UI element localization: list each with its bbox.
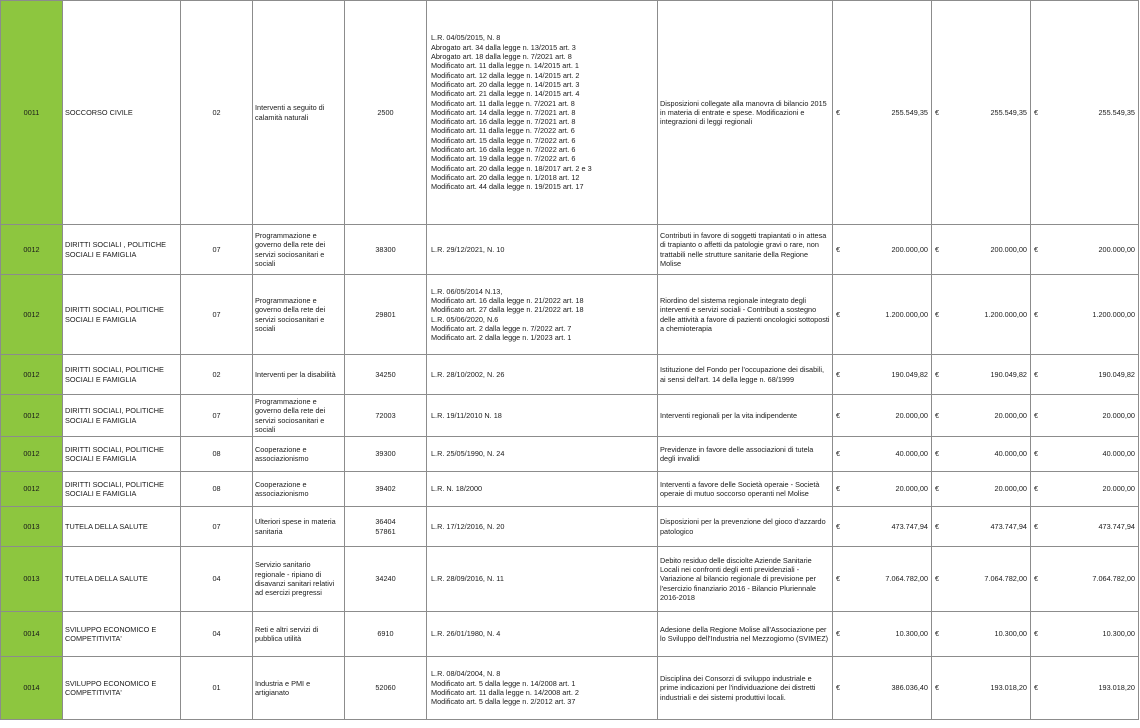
missione-code: 0013 (1, 547, 63, 612)
capitolo-line: 34240 (375, 574, 396, 584)
programma-code: 08 (181, 437, 253, 472)
oggetto-description: Interventi a favore delle Società operaie - Società operaie di mutuo soccorso operanti nel Molise (658, 472, 833, 507)
norma-line: Modificato art. 2 dalla legge n. 1/2023 art. 1 (431, 333, 572, 343)
amount-year-2: 7.064.782,00 (946, 547, 1031, 612)
amount-year-2: 200.000,00 (946, 225, 1031, 275)
currency-symbol: € (932, 437, 946, 472)
amount-year-1: 10.300,00 (847, 612, 932, 657)
oggetto-description: Contributi in favore di soggetti trapiantati o in attesa di trapianto o affetti da patologie gravi o rare, non trattabili nelle strutture sanitarie della Regione Molise (658, 225, 833, 275)
norma-line: Modificato art. 16 dalla legge n. 21/2022 art. 18 (431, 295, 584, 305)
norme-cell (427, 547, 658, 612)
programma-description: Ulteriori spese in materia sanitaria (253, 507, 345, 547)
table-row (1, 1, 1139, 225)
programma-code: 02 (181, 355, 253, 395)
norma-line: Modificato art. 11 dalla legge n. 7/2022 art. 6 (431, 126, 575, 136)
amount-year-1: 190.049,82 (847, 355, 932, 395)
amount-year-3: 40.000,00 (1045, 437, 1139, 472)
capitolo-line: 52060 (375, 683, 396, 693)
missione-code: 0014 (1, 657, 63, 720)
programma-description: Programmazione e governo della rete dei servizi sociosanitari e sociali (253, 395, 345, 437)
norma-line: L.R. 29/12/2021, N. 10 (431, 244, 505, 254)
norma-line: Modificato art. 11 dalla legge n. 14/2015 art. 1 (431, 61, 579, 71)
currency-symbol: € (833, 1, 847, 225)
missione-description: TUTELA DELLA SALUTE (63, 547, 181, 612)
currency-symbol: € (833, 355, 847, 395)
norme-cell (427, 225, 658, 275)
norma-line: Modificato art. 20 dalla legge n. 18/2017 art. 2 e 3 (431, 163, 592, 173)
oggetto-description: Previdenze in favore delle associazioni di tutela degli invalidi (658, 437, 833, 472)
currency-symbol: € (833, 275, 847, 355)
norma-line: Modificato art. 20 dalla legge n. 14/2015 art. 3 (431, 79, 580, 89)
capitolo-line: 39300 (375, 449, 396, 459)
oggetto-description: Adesione della Regione Molise all'Associazione per lo Sviluppo dell'Industria nel Mezzogiorno (SVIMEZ) (658, 612, 833, 657)
missione-description: DIRITTI SOCIALI, POLITICHE SOCIALI E FAMIGLIA (63, 355, 181, 395)
programma-code: 07 (181, 395, 253, 437)
currency-symbol: € (1031, 355, 1045, 395)
capitolo-line: 39402 (375, 484, 396, 494)
missione-code: 0012 (1, 355, 63, 395)
amount-year-3: 20.000,00 (1045, 472, 1139, 507)
amount-year-3: 20.000,00 (1045, 395, 1139, 437)
missione-description: TUTELA DELLA SALUTE (63, 507, 181, 547)
missione-code: 0012 (1, 437, 63, 472)
capitolo-code (345, 225, 427, 275)
programma-description: Cooperazione e associazionismo (253, 437, 345, 472)
currency-symbol: € (833, 657, 847, 720)
norma-line: L.R. N. 18/2000 (431, 484, 483, 494)
currency-symbol: € (1031, 395, 1045, 437)
table-body (1, 1, 1139, 720)
currency-symbol: € (833, 472, 847, 507)
norme-cell (427, 275, 658, 355)
missione-description: DIRITTI SOCIALI, POLITICHE SOCIALI E FAMIGLIA (63, 437, 181, 472)
norma-line: L.R. 19/11/2010 N. 18 (431, 410, 502, 420)
missione-description: SVILUPPO ECONOMICO E COMPETITIVITA' (63, 612, 181, 657)
capitolo-code (345, 547, 427, 612)
programma-code: 04 (181, 547, 253, 612)
missione-code: 0014 (1, 612, 63, 657)
amount-year-1: 7.064.782,00 (847, 547, 932, 612)
table-row (1, 507, 1139, 547)
currency-symbol: € (833, 437, 847, 472)
norme-cell (427, 437, 658, 472)
missione-code: 0012 (1, 275, 63, 355)
capitolo-line: 34250 (375, 369, 396, 379)
norma-line: Modificato art. 11 dalla legge n. 14/2008 art. 2 (431, 688, 579, 697)
amount-year-1: 200.000,00 (847, 225, 932, 275)
programma-code: 08 (181, 472, 253, 507)
currency-symbol: € (1031, 657, 1045, 720)
currency-symbol: € (932, 657, 946, 720)
norma-line: L.R. 25/05/1990, N. 24 (431, 449, 505, 459)
norme-cell (427, 472, 658, 507)
currency-symbol: € (932, 547, 946, 612)
currency-symbol: € (1031, 275, 1045, 355)
missione-description: SVILUPPO ECONOMICO E COMPETITIVITA' (63, 657, 181, 720)
capitolo-line: 36404 (375, 517, 396, 527)
currency-symbol: € (833, 507, 847, 547)
amount-year-2: 193.018,20 (946, 657, 1031, 720)
missione-code: 0011 (1, 1, 63, 225)
norma-line: L.R. 17/12/2016, N. 20 (431, 521, 505, 531)
programma-code: 07 (181, 225, 253, 275)
currency-symbol: € (833, 612, 847, 657)
norma-line: Modificato art. 14 dalla legge n. 7/2021 art. 8 (431, 107, 576, 117)
missione-description: DIRITTI SOCIALI , POLITICHE SOCIALI E FAMIGLIA (63, 225, 181, 275)
norma-line: L.R. 05/06/2020, N.6 (431, 314, 499, 324)
capitolo-code (345, 355, 427, 395)
programma-description: Interventi a seguito di calamità naturali (253, 1, 345, 225)
table-row (1, 355, 1139, 395)
norma-line: Modificato art. 5 dalla legge n. 2/2012 art. 37 (431, 697, 576, 707)
norme-cell (427, 612, 658, 657)
currency-symbol: € (1031, 437, 1045, 472)
programma-description: Programmazione e governo della rete dei servizi sociosanitari e sociali (253, 275, 345, 355)
norma-line: Modificato art. 5 dalla legge n. 14/2008 art. 1 (431, 678, 576, 688)
capitolo-line: 38300 (375, 244, 396, 254)
programma-description: Cooperazione e associazionismo (253, 472, 345, 507)
norma-line: L.R. 26/01/1980, N. 4 (431, 629, 501, 639)
table-row (1, 547, 1139, 612)
norme-cell (427, 507, 658, 547)
currency-symbol: € (932, 472, 946, 507)
norma-line: L.R. 04/05/2015, N. 8 (431, 33, 501, 43)
currency-symbol: € (932, 355, 946, 395)
oggetto-description: Interventi regionali per la vita indipendente (658, 395, 833, 437)
capitolo-code (345, 472, 427, 507)
amount-year-3: 473.747,94 (1045, 507, 1139, 547)
programma-description: Reti e altri servizi di pubblica utilità (253, 612, 345, 657)
table-row (1, 395, 1139, 437)
capitolo-code (345, 612, 427, 657)
capitolo-code (345, 275, 427, 355)
programma-code: 01 (181, 657, 253, 720)
amount-year-2: 20.000,00 (946, 472, 1031, 507)
norma-line: L.R. 08/04/2004, N. 8 (431, 669, 501, 679)
currency-symbol: € (833, 547, 847, 612)
amount-year-2: 1.200.000,00 (946, 275, 1031, 355)
amount-year-1: 20.000,00 (847, 395, 932, 437)
norma-line: Modificato art. 2 dalla legge n. 7/2022 art. 7 (431, 323, 572, 333)
programma-code: 07 (181, 275, 253, 355)
amount-year-2: 20.000,00 (946, 395, 1031, 437)
norme-cell (427, 657, 658, 720)
amount-year-2: 473.747,94 (946, 507, 1031, 547)
currency-symbol: € (1031, 507, 1045, 547)
capitolo-line: 57861 (375, 526, 396, 536)
capitolo-code (345, 1, 427, 225)
amount-year-3: 7.064.782,00 (1045, 547, 1139, 612)
capitolo-line: 29801 (375, 309, 396, 319)
norma-line: L.R. 06/05/2014 N.13, (431, 286, 503, 296)
missione-description: DIRITTI SOCIALI, POLITICHE SOCIALI E FAMIGLIA (63, 395, 181, 437)
currency-symbol: € (1031, 547, 1045, 612)
oggetto-description: Disposizioni per la prevenzione del gioco d'azzardo patologico (658, 507, 833, 547)
table-row (1, 612, 1139, 657)
amount-year-1: 386.036,40 (847, 657, 932, 720)
norma-line: Modificato art. 16 dalla legge n. 7/2021 art. 8 (431, 117, 576, 127)
missione-code: 0013 (1, 507, 63, 547)
currency-symbol: € (932, 612, 946, 657)
norma-line: Abrogato art. 18 dalla legge n. 7/2021 art. 8 (431, 51, 572, 61)
amount-year-2: 190.049,82 (946, 355, 1031, 395)
norma-line: L.R. 28/09/2016, N. 11 (431, 574, 504, 584)
capitolo-code (345, 507, 427, 547)
oggetto-description: Riordino del sistema regionale integrato degli interventi e servizi sociali - Contributi a sostegno delle attività a favore di pazienti oncologici sottoposti a chemioterapia (658, 275, 833, 355)
missione-description: SOCCORSO CIVILE (63, 1, 181, 225)
norme-cell (427, 355, 658, 395)
norma-line: Modificato art. 21 dalla legge n. 14/2015 art. 4 (431, 89, 580, 99)
table-row (1, 437, 1139, 472)
oggetto-description: Disposizioni collegate alla manovra di bilancio 2015 in materia di entrate e spese. Modificazioni e integrazioni di leggi regionali (658, 1, 833, 225)
norma-line: Modificato art. 16 dalla legge n. 7/2022 art. 6 (431, 145, 576, 155)
programma-code: 02 (181, 1, 253, 225)
amount-year-1: 40.000,00 (847, 437, 932, 472)
currency-symbol: € (932, 1, 946, 225)
missione-description: DIRITTI SOCIALI, POLITICHE SOCIALI E FAMIGLIA (63, 472, 181, 507)
amount-year-1: 473.747,94 (847, 507, 932, 547)
amount-year-1: 20.000,00 (847, 472, 932, 507)
programma-description: Programmazione e governo della rete dei servizi sociosanitari e sociali (253, 225, 345, 275)
norma-line: Modificato art. 20 dalla legge n. 1/2018 art. 12 (431, 173, 580, 183)
norma-line: L.R. 28/10/2002, N. 26 (431, 369, 505, 379)
amount-year-2: 40.000,00 (946, 437, 1031, 472)
programma-description: Industria e PMI e artigianato (253, 657, 345, 720)
table-row (1, 657, 1139, 720)
capitolo-code (345, 657, 427, 720)
missione-code: 0012 (1, 395, 63, 437)
amount-year-1: 255.549,35 (847, 1, 932, 225)
amount-year-2: 255.549,35 (946, 1, 1031, 225)
currency-symbol: € (1031, 472, 1045, 507)
programma-code: 04 (181, 612, 253, 657)
currency-symbol: € (1031, 225, 1045, 275)
missione-description: DIRITTI SOCIALI, POLITICHE SOCIALI E FAMIGLIA (63, 275, 181, 355)
currency-symbol: € (932, 275, 946, 355)
table-row (1, 472, 1139, 507)
amount-year-3: 193.018,20 (1045, 657, 1139, 720)
norma-line: Modificato art. 11 dalla legge n. 7/2021 art. 8 (431, 98, 575, 108)
amount-year-3: 200.000,00 (1045, 225, 1139, 275)
amount-year-2: 10.300,00 (946, 612, 1031, 657)
capitolo-code (345, 437, 427, 472)
missione-code: 0012 (1, 472, 63, 507)
programma-description: Interventi per la disabilità (253, 355, 345, 395)
programma-description: Servizio sanitario regionale - ripiano di disavanzi sanitari relativi ad esercizi pregressi (253, 547, 345, 612)
norma-line: Modificato art. 15 dalla legge n. 7/2022 art. 6 (431, 135, 576, 145)
norme-cell (427, 1, 658, 225)
currency-symbol: € (932, 225, 946, 275)
currency-symbol: € (1031, 1, 1045, 225)
norma-line: Modificato art. 19 dalla legge n. 7/2022 art. 6 (431, 154, 576, 164)
table-row (1, 225, 1139, 275)
amount-year-3: 190.049,82 (1045, 355, 1139, 395)
missione-code: 0012 (1, 225, 63, 275)
programma-code: 07 (181, 507, 253, 547)
norma-line: Modificato art. 44 dalla legge n. 19/2015 art. 17 (431, 182, 584, 192)
capitolo-line: 72003 (375, 410, 396, 420)
oggetto-description: Disciplina dei Consorzi di sviluppo industriale e prime indicazioni per l'individuazione dei distretti industriali e dei sistemi produttivi locali. (658, 657, 833, 720)
amount-year-3: 1.200.000,00 (1045, 275, 1139, 355)
table-row (1, 275, 1139, 355)
amount-year-3: 255.549,35 (1045, 1, 1139, 225)
oggetto-description: Istituzione del Fondo per l'occupazione dei disabili, ai sensi dell'art. 14 della legge n. 68/1999 (658, 355, 833, 395)
norma-line: Abrogato art. 34 dalla legge n. 13/2015 art. 3 (431, 42, 576, 52)
capitolo-line: 6910 (377, 629, 394, 639)
amount-year-3: 10.300,00 (1045, 612, 1139, 657)
currency-symbol: € (833, 225, 847, 275)
currency-symbol: € (1031, 612, 1045, 657)
norma-line: Modificato art. 12 dalla legge n. 14/2015 art. 2 (431, 70, 580, 80)
amount-year-1: 1.200.000,00 (847, 275, 932, 355)
capitolo-code (345, 395, 427, 437)
capitolo-line: 2500 (377, 107, 394, 117)
currency-symbol: € (932, 507, 946, 547)
oggetto-description: Debito residuo delle disciolte Aziende Sanitarie Locali nei confronti degli enti previdenziali - Variazione al bilancio regionale di previsione per l'esercizio finanziario 2016 - Bilancio Pluriennale 2016-2018 (658, 547, 833, 612)
currency-symbol: € (932, 395, 946, 437)
norme-cell (427, 395, 658, 437)
currency-symbol: € (833, 395, 847, 437)
norma-line: Modificato art. 27 dalla legge n. 21/2022 art. 18 (431, 305, 584, 315)
